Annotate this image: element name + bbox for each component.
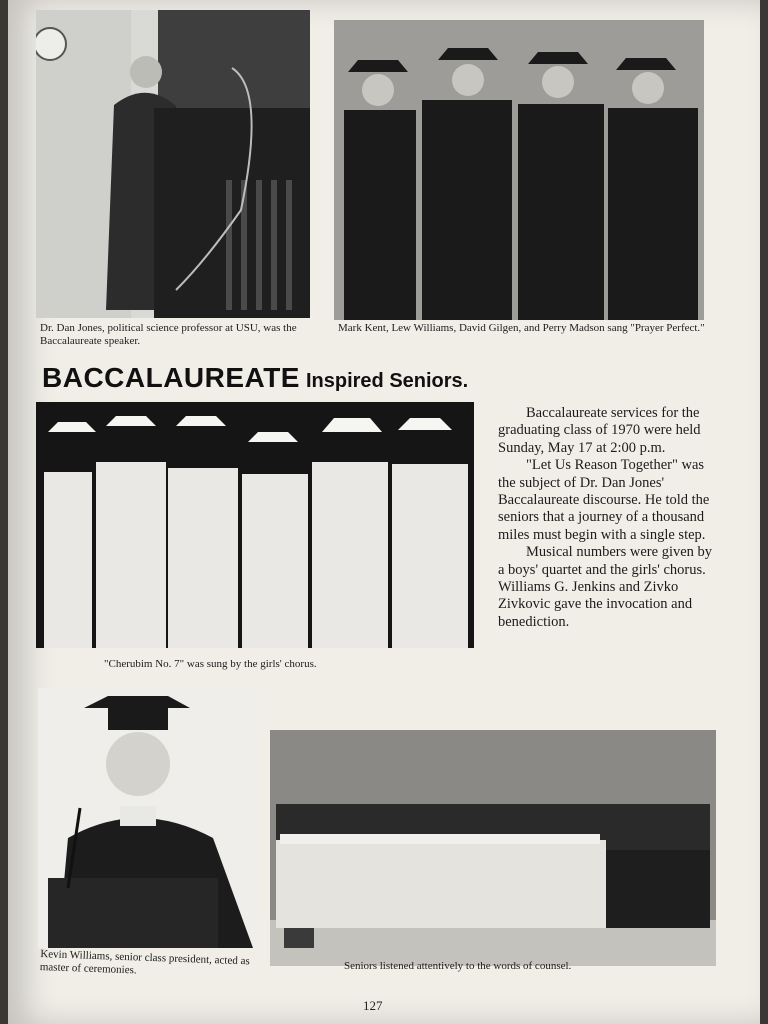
- headline: [42, 362, 468, 394]
- quartet-caption: Mark Kent, Lew Williams, David Gilgen, and Perry Madson sang "Prayer Perfect.": [338, 322, 705, 334]
- story-text: [498, 405, 718, 631]
- page-number: 127: [363, 998, 383, 1013]
- seniors-caption: Seniors listened attentively to the words of counsel.: [344, 960, 572, 972]
- chorus-caption: "Cherubim No. 7" was sung by the girls' chorus.: [104, 658, 317, 670]
- quartet-photo: [334, 20, 704, 320]
- story-paragraph-2: "Let Us Reason Together" was the subject of Dr. Dan Jones' Baccalaureate discourse. He told the seniors that a journey of a thousand miles must begin with a single step.: [498, 457, 710, 543]
- yearbook-page: [8, 0, 760, 1024]
- seniors-photo: [270, 730, 716, 966]
- story-paragraph-1: Baccalaureate services for the graduating class of 1970 were held Sunday, May 17 at 2:00 p.m.: [498, 405, 701, 456]
- headline-main: BACCALAUREATE: [42, 362, 300, 393]
- chorus-photo: [36, 402, 474, 648]
- headline-sub: Inspired Seniors.: [305, 370, 469, 392]
- speaker-photo: [36, 10, 310, 318]
- speaker-caption: Dr. Dan Jones, political science professor at USU, was the Baccalaureate speaker.: [40, 322, 297, 347]
- story-paragraph-3: Musical numbers were given by a boys' quartet and the girls' chorus. Williams G. Jenkins and Zivko Zivkovic gave the invocation and benediction.: [498, 544, 713, 630]
- president-caption: Kevin Williams, senior class president, acted as master of ceremonies.: [39, 948, 250, 977]
- president-photo: [38, 688, 258, 948]
